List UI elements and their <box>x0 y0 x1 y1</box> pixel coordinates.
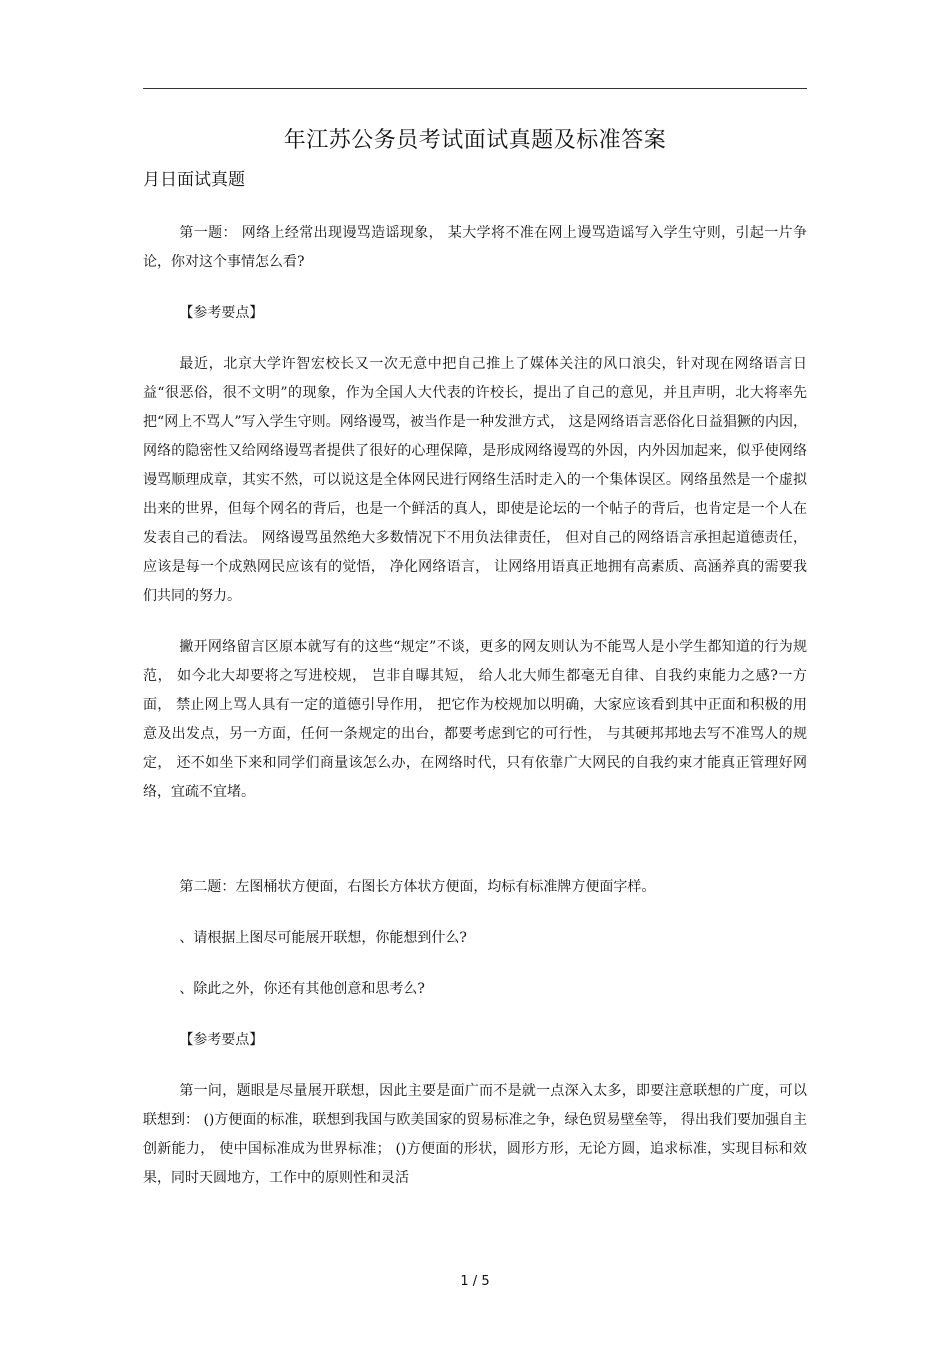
question-2-sub-2: 、除此之外，你还有其他创意和思考么? <box>179 981 425 997</box>
answer-2-paragraph-1: 第一问，题眼是尽量展开联想，因此主要是面广而不是就一点深入太多，即要注意联想的广度，可以联想到： ()方便面的标准，联想到我国与欧美国家的贸易标准之争，绿色贸易壁垒等， 得出我们要加强自主创新能力， 使中国标准成为世界标准； ()方便面的形状，圆形方形，无论方圆，追求标准，实现目标和效果，同时天圆地方，工作中的原则性和灵活 <box>143 1083 807 1186</box>
answer-1-paragraph-2: 撇开网络留言区原本就写有的这些“规定”不谈，更多的网友则认为不能骂人是小学生都知道的行为规范， 如今北大却要将之写进校规， 岂非自曝其短， 给人北大师生都毫无自律、自我约束能力之感?一方面， 禁止网上骂人具有一定的道德引导作用， 把它作为校规加以明确，大家应该看到其中正面和积极的用意及出发点，另一方面，任何一条规定的出台，都要考虑到它的可行性， 与其硬邦邦地去写不准骂人的规定， 还不如坐下来和同学们商量该怎么办，在网络时代，只有依靠广大网民的自我约束才能真正管理好网络，宜疏不宜堵。 <box>143 639 807 800</box>
header-rule <box>143 88 807 89</box>
reference-points-label: 【参考要点】 <box>179 305 264 321</box>
question-2-sub-1: 、请根据上图尽可能展开联想，你能想到什么? <box>179 930 467 946</box>
document-body <box>143 219 807 1193</box>
question-1: 第一题： 网络上经常出现谩骂造谣现象， 某大学将不准在网上谩骂造谣写入学生守则，引起一片争论，你对这个事情怎么看? <box>143 225 807 270</box>
reference-points-label-2: 【参考要点】 <box>179 1032 264 1048</box>
answer-1-paragraph-1: 最近，北京大学许智宏校长又一次无意中把自己推上了媒体关注的风口浪尖，针对现在网络语言日益“很恶俗，很不文明”的现象，作为全国人大代表的许校长，提出了自己的意见，并且声明，北大将率先把“网上不骂人”写入学生守则。网络谩骂，被当作是一种发泄方式， 这是网络语言恶俗化日益猖獗的内因， 网络的隐密性又给网络谩骂者提供了很好的心理保障，是形成网络谩骂的外因，内外因加起来，似乎使网络谩骂顺理成章，其实不然，可以说这是全体网民进行网络生活时走入的一个集体误区。网络虽然是一个虚拟出来的世界，但每个网名的背后，也是一个鲜活的真人，即使是论坛的一个帖子的背后，也肯定是一个人在发表自己的看法。 网络谩骂虽然绝大多数情况下不用负法律责任， 但对自己的网络语言承担起道德责任， 应该是每一个成熟网民应该有的觉悟， 净化网络语言， 让网络用语真正地拥有高素质、高涵养真的需要我们共同的努力。 <box>143 356 807 604</box>
page-number: 1 / 5 <box>460 1274 490 1289</box>
document-title: 年江苏公务员考试面试真题及标准答案 <box>283 128 667 153</box>
section-subtitle: 月日面试真题 <box>143 170 245 190</box>
question-2: 第二题：左图桶状方便面，右图长方体状方便面，均标有标准牌方便面字样。 <box>179 879 656 895</box>
